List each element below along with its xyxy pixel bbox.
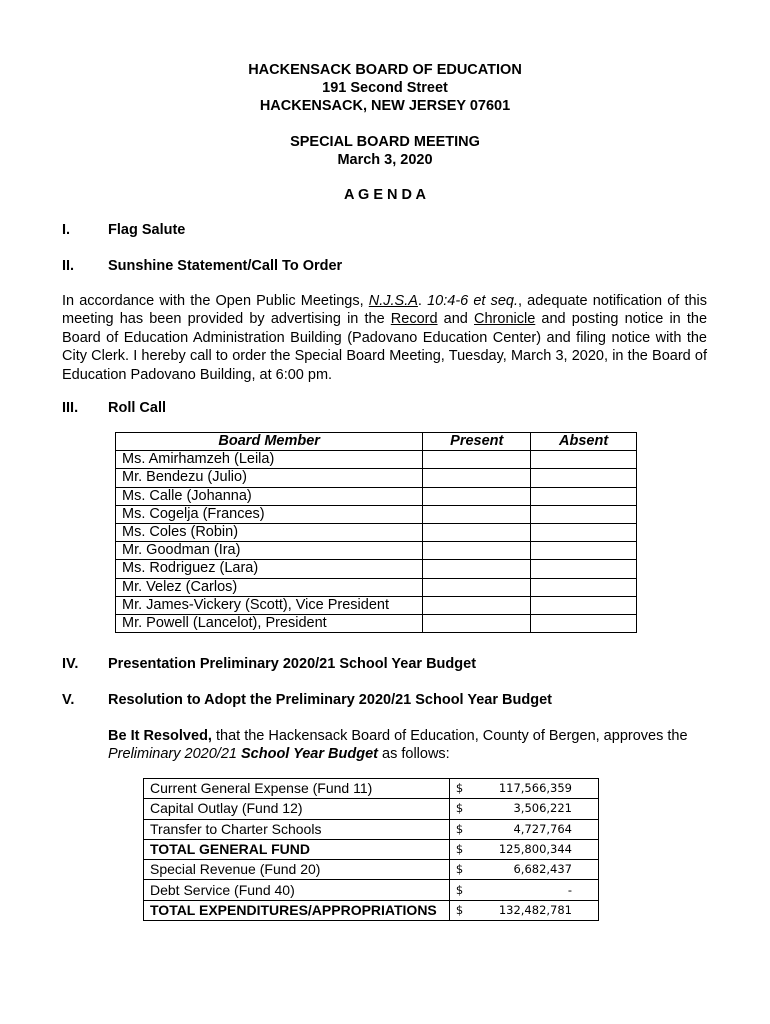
currency-symbol: $ <box>455 801 464 816</box>
present-cell <box>423 560 531 578</box>
sunshine-text: In accordance with the Open Public Meetings, <box>62 293 369 309</box>
absent-cell <box>531 614 637 632</box>
newspaper-chronicle: Chronicle <box>474 311 536 328</box>
budget-label: Transfer to Charter Schools <box>144 819 450 839</box>
budget-label: Special Revenue (Fund 20) <box>144 860 450 880</box>
table-row <box>116 542 637 560</box>
budget-table <box>143 778 599 921</box>
header-present: Present <box>423 433 531 451</box>
street-address: 191 Second Street <box>322 80 448 96</box>
section-number: III. <box>62 400 79 416</box>
header-absent: Absent <box>531 433 637 451</box>
currency-symbol: $ <box>455 902 464 917</box>
section-number: V. <box>62 692 75 708</box>
resolution-body: as follows: <box>377 746 450 763</box>
amount-value: - <box>567 882 572 897</box>
absent-cell <box>531 578 637 596</box>
budget-amount <box>449 839 598 859</box>
absent-cell <box>531 469 637 487</box>
currency-symbol: $ <box>455 882 464 897</box>
member-name: Ms. Coles (Robin) <box>116 523 423 541</box>
member-name: Ms. Amirhamzeh (Leila) <box>116 451 423 469</box>
roll-call-table <box>115 432 637 633</box>
budget-label: Debt Service (Fund 40) <box>144 880 450 900</box>
meeting-date: March 3, 2020 <box>337 152 433 168</box>
table-row <box>116 469 637 487</box>
table-row <box>116 596 637 614</box>
member-name: Mr. Powell (Lancelot), President <box>116 614 423 632</box>
resolution-body: that the Hackensack Board of Education, County of Bergen, approves the <box>211 728 688 744</box>
document-header <box>0 61 770 115</box>
table-row <box>116 451 637 469</box>
table-row <box>116 487 637 505</box>
sunshine-text: and posting notice in the Board of Education Administration Building (Padovano Education Center) and filing notice with the City Clerk. I hereby call to order the Special Board Meeting, Tuesday, March 3, 2020, in the Board of Education Padovano Building, at 6:00 pm. <box>62 311 708 383</box>
amount-value: 6,682,437 <box>513 862 572 877</box>
sunshine-text: . <box>417 293 428 309</box>
budget-amount <box>449 880 598 900</box>
budget-label: TOTAL EXPENDITURES/APPROPRIATIONS <box>144 900 450 920</box>
present-cell <box>423 542 531 560</box>
section-number: II. <box>62 258 75 274</box>
amount-value: 117,566,359 <box>498 781 572 796</box>
amount-value: 3,506,221 <box>513 801 572 816</box>
statute-citation: 10:4-6 et seq. <box>427 293 518 309</box>
table-row <box>144 900 599 920</box>
currency-symbol: $ <box>455 821 464 836</box>
absent-cell <box>531 542 637 560</box>
resolution-budget-name: School Year Budget <box>241 746 378 763</box>
statute-ref: N.J.S.A <box>368 293 418 309</box>
budget-amount <box>449 819 598 839</box>
section-title-budget-presentation: Presentation Preliminary 2020/21 School Year Budget <box>108 656 477 672</box>
section-title-sunshine: Sunshine Statement/Call To Order <box>108 258 343 274</box>
meeting-title: SPECIAL BOARD MEETING <box>290 134 480 150</box>
table-row <box>144 799 599 819</box>
present-cell <box>423 523 531 541</box>
absent-cell <box>531 451 637 469</box>
header-board-member: Board Member <box>116 433 423 451</box>
sunshine-text: , adequate notification of this meeting has been provided by advertising in the <box>62 293 708 328</box>
budget-label: TOTAL GENERAL FUND <box>144 839 450 859</box>
city-address: HACKENSACK, NEW JERSEY 07601 <box>259 98 511 114</box>
table-row <box>116 578 637 596</box>
section-title-roll-call: Roll Call <box>108 400 167 416</box>
member-name: Ms. Cogelja (Frances) <box>116 505 423 523</box>
member-name: Mr. Velez (Carlos) <box>116 578 423 596</box>
table-row <box>144 819 599 839</box>
table-row <box>144 860 599 880</box>
table-row <box>144 880 599 900</box>
present-cell <box>423 451 531 469</box>
currency-symbol: $ <box>455 781 464 796</box>
absent-cell <box>531 596 637 614</box>
table-row <box>144 839 599 859</box>
present-cell <box>423 487 531 505</box>
present-cell <box>423 614 531 632</box>
budget-amount <box>449 860 598 880</box>
member-name: Ms. Calle (Johanna) <box>116 487 423 505</box>
amount-value: 132,482,781 <box>498 902 572 917</box>
budget-amount <box>449 779 598 799</box>
roll-call-header-row <box>116 433 637 451</box>
member-name: Mr. Bendezu (Julio) <box>116 469 423 487</box>
absent-cell <box>531 560 637 578</box>
present-cell <box>423 505 531 523</box>
table-row <box>116 560 637 578</box>
newspaper-record: Record <box>390 311 438 328</box>
member-name: Mr. James-Vickery (Scott), Vice President <box>116 596 423 614</box>
resolution-lead: Be It Resolved, <box>108 728 212 744</box>
section-number: IV. <box>62 656 79 672</box>
sunshine-text: and <box>437 311 475 328</box>
table-row <box>144 779 599 799</box>
sunshine-statement <box>62 292 707 384</box>
present-cell <box>423 596 531 614</box>
currency-symbol: $ <box>455 842 464 857</box>
budget-amount <box>449 799 598 819</box>
meeting-header <box>0 133 770 169</box>
absent-cell <box>531 505 637 523</box>
table-row <box>116 523 637 541</box>
budget-amount <box>449 900 598 920</box>
budget-label: Capital Outlay (Fund 12) <box>144 799 450 819</box>
amount-value: 4,727,764 <box>513 821 572 836</box>
table-row <box>116 614 637 632</box>
table-row <box>116 505 637 523</box>
absent-cell <box>531 523 637 541</box>
section-number: I. <box>62 222 71 238</box>
absent-cell <box>531 487 637 505</box>
budget-label: Current General Expense (Fund 11) <box>144 779 450 799</box>
amount-value: 125,800,344 <box>498 842 572 857</box>
agenda-title: A G E N D A <box>344 187 426 203</box>
resolution-text <box>108 727 708 764</box>
currency-symbol: $ <box>455 862 464 877</box>
member-name: Mr. Goodman (Ira) <box>116 542 423 560</box>
resolution-prelim: Preliminary 2020/21 <box>108 746 241 763</box>
section-title-budget-resolution: Resolution to Adopt the Preliminary 2020/21 School Year Budget <box>108 692 552 708</box>
member-name: Ms. Rodriguez (Lara) <box>116 560 423 578</box>
present-cell <box>423 469 531 487</box>
present-cell <box>423 578 531 596</box>
org-name: HACKENSACK BOARD OF EDUCATION <box>248 62 522 78</box>
section-title-flag-salute: Flag Salute <box>108 222 186 238</box>
